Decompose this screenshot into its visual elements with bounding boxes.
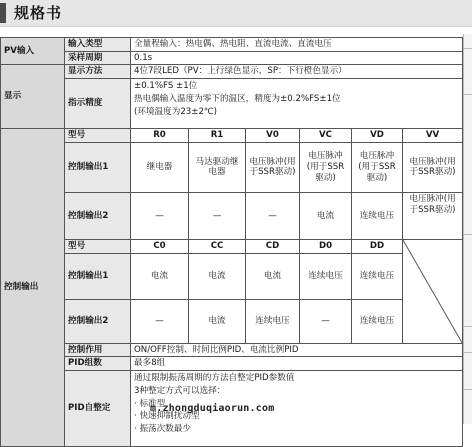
row-label: 指示精度 <box>65 79 131 129</box>
output-cell: 电流 <box>300 192 352 239</box>
row-value: 0.1s <box>131 51 463 65</box>
model-code: CC <box>189 239 246 253</box>
row-label: 显示方法 <box>65 65 131 79</box>
model-code: D0 <box>300 239 352 253</box>
model-label: 型号 <box>65 239 131 253</box>
output-cell: 电压脉冲(用于SSR驱动) <box>403 192 463 239</box>
autotune-line: · 标准型 <box>134 398 166 409</box>
row-label: PID自整定 <box>65 371 131 447</box>
table-row <box>1 343 463 357</box>
row-label: 采样周期 <box>65 51 131 65</box>
output-cell: 连续电压 <box>300 253 352 299</box>
accuracy-line: ±0.1%FS ±1位 <box>134 81 198 92</box>
table-row <box>1 142 463 192</box>
output-cell: — <box>131 299 189 343</box>
category-pv-input: PV输入 <box>1 38 65 65</box>
output-cell: 电流 <box>246 253 300 299</box>
model-code: CD <box>246 239 300 253</box>
category-display: 显示 <box>1 65 65 129</box>
spec-table <box>0 37 463 447</box>
category-control-output: 控制输出 <box>1 129 65 447</box>
adjacent-page-rule <box>464 326 472 327</box>
row-value <box>131 79 463 129</box>
output-cell: 继电器 <box>131 142 189 192</box>
diagonal-line <box>403 240 462 343</box>
row-label: 输入类型 <box>65 38 131 52</box>
adjacent-page-rule <box>464 352 472 353</box>
autotune-line: · 振荡次数最少 <box>134 424 192 435</box>
table-row <box>1 253 463 299</box>
table-row <box>1 239 463 253</box>
output-cell: 连续电压 <box>352 253 403 299</box>
output-cell: — <box>189 192 246 239</box>
adjacent-page-rule <box>464 94 472 95</box>
row-label: PID组数 <box>65 357 131 371</box>
output-cell: — <box>246 192 300 239</box>
model-code: VD <box>352 129 403 143</box>
table-row <box>1 129 463 143</box>
output-cell: 电流 <box>189 299 246 343</box>
output2-label: 控制输出2 <box>65 192 131 239</box>
model-code: R1 <box>189 129 246 143</box>
empty-diagonal-cell <box>403 239 463 343</box>
output-cell: — <box>131 192 189 239</box>
row-value: 4位7段LED（PV：上行绿色显示，SP：下行橙色显示） <box>131 65 463 79</box>
table-row <box>1 357 463 371</box>
section-header-bar <box>0 3 6 23</box>
table-row <box>1 38 463 52</box>
row-value: 全量程输入：热电偶、热电阻、直流电流、直流电压 <box>131 38 463 52</box>
autotune-line: 通过限制振荡周期的方法自整定PID参数值 <box>134 373 295 384</box>
row-value: 最多8组 <box>131 357 463 371</box>
output-cell: 电压脉冲(用于SSR驱动) <box>300 142 352 192</box>
adjacent-page-rule <box>464 48 472 49</box>
section-header <box>0 0 472 27</box>
accuracy-line: 热电偶输入温度为零下的温区，精度为±0.2%FS±1位 <box>134 93 341 104</box>
table-row <box>1 65 463 79</box>
output1-label: 控制输出1 <box>65 142 131 192</box>
output-cell: 连续电压 <box>246 299 300 343</box>
output-cell: 电压脉冲(用于SSR驱动) <box>403 142 463 192</box>
output-cell: 连续电压 <box>352 299 403 343</box>
table-row <box>1 51 463 65</box>
table-row <box>1 79 463 129</box>
accuracy-line: (环境温度为23±2℃) <box>134 106 217 117</box>
output-cell: 马达驱动继电器 <box>189 142 246 192</box>
row-value: ON/OFF控制、时间比例PID、电流比例PID <box>131 343 463 357</box>
autotune-line: · 快速抑制扰动型 <box>134 411 200 422</box>
output1-label: 控制输出1 <box>65 253 131 299</box>
model-code: C0 <box>131 239 189 253</box>
output-cell: 连续电压 <box>352 192 403 239</box>
adjacent-page-rule <box>464 389 472 390</box>
output-cell: 电流 <box>131 253 189 299</box>
output2-label: 控制输出2 <box>65 299 131 343</box>
adjacent-page-rule <box>464 234 472 235</box>
model-code: VV <box>403 129 463 143</box>
model-code: R0 <box>131 129 189 143</box>
output-cell: 电流 <box>189 253 246 299</box>
output-cell: 电压脉冲(用于SSR驱动) <box>246 142 300 192</box>
model-code: DD <box>352 239 403 253</box>
model-label: 型号 <box>65 129 131 143</box>
autotune-line: 3种整定方式可以选择： <box>134 385 226 396</box>
model-code: VC <box>300 129 352 143</box>
output-cell: 电压脉冲(用于SSR驱动) <box>352 142 403 192</box>
adjacent-page-edge <box>463 34 472 424</box>
model-code: V0 <box>246 129 300 143</box>
watermark: m.zhongduqiaorun.com <box>150 403 275 414</box>
section-title: 规格书 <box>14 4 63 22</box>
table-row <box>1 299 463 343</box>
table-row <box>1 192 463 239</box>
output-cell: — <box>300 299 352 343</box>
row-label: 控制作用 <box>65 343 131 357</box>
